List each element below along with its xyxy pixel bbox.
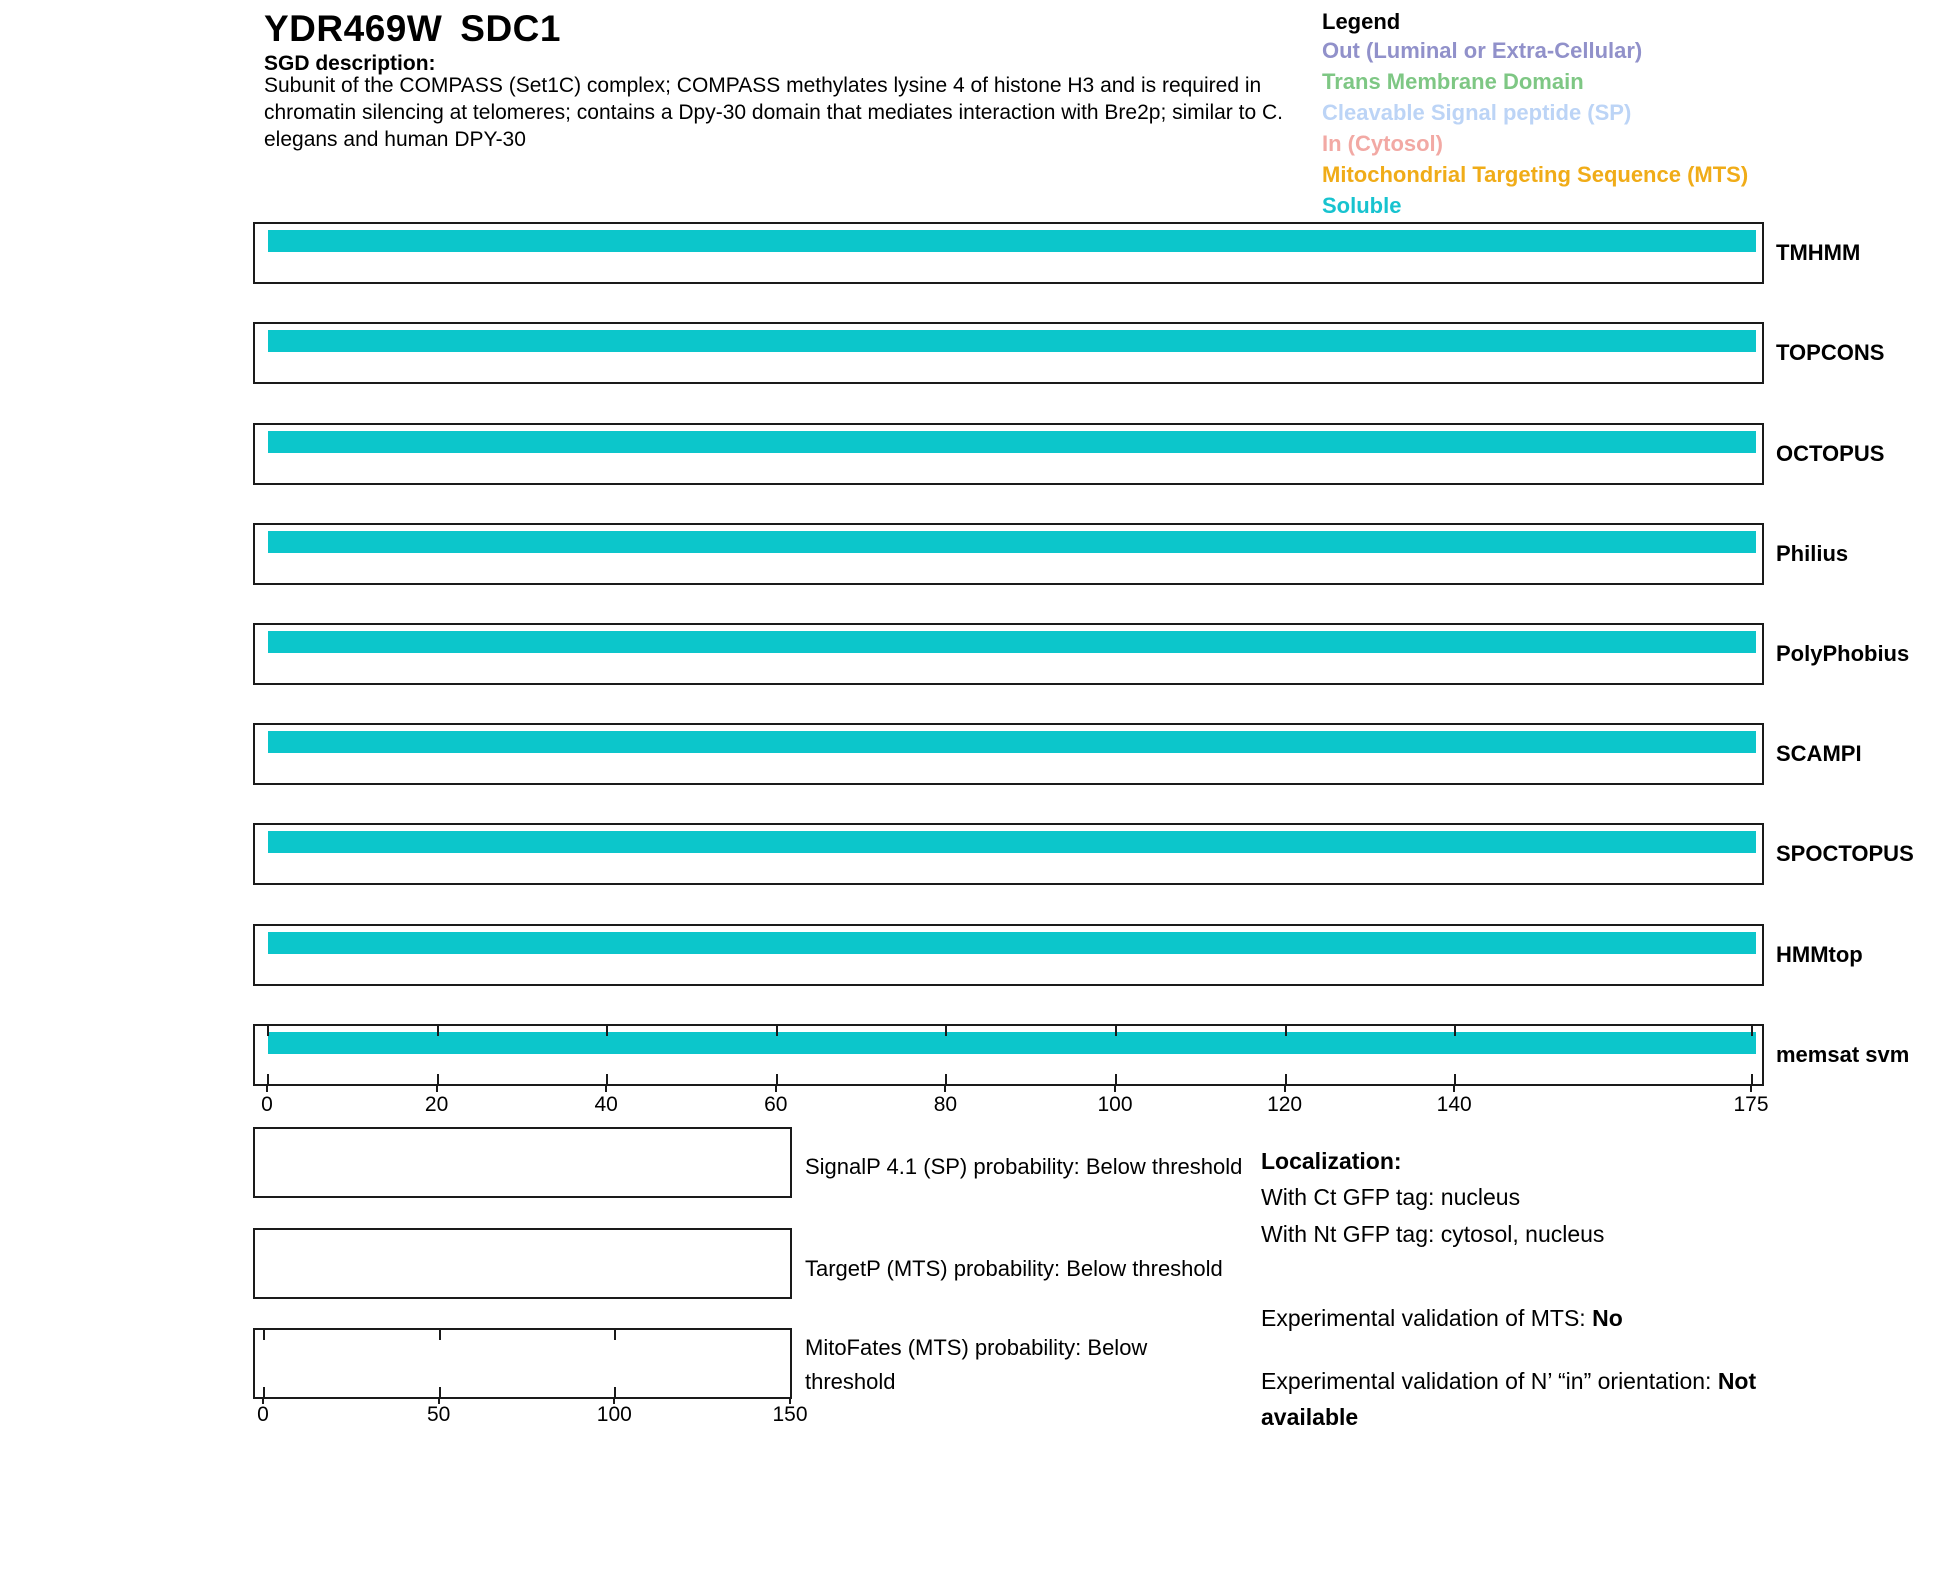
page-title (264, 8, 561, 50)
axis-tick (605, 1085, 607, 1092)
axis-tick (790, 1330, 792, 1340)
axis-tick-label: 140 (1436, 1093, 1472, 1116)
axis-tick (437, 1074, 439, 1084)
soluble-prediction-bar (268, 1032, 1756, 1054)
legend-item: Trans Membrane Domain (1322, 69, 1584, 94)
axis-tick-label: 120 (1267, 1093, 1303, 1116)
axis-tick (1454, 1074, 1456, 1084)
soluble-prediction-bar (268, 431, 1756, 453)
axis-tick (1285, 1074, 1287, 1084)
probability-plot-label: SignalP 4.1 (SP) probability: Below threshold (805, 1154, 1243, 1179)
axis-tick (1750, 1085, 1752, 1092)
legend-item: Out (Luminal or Extra-Cellular) (1322, 38, 1643, 63)
legend (1322, 8, 1748, 221)
mts-validation-label: Experimental validation of MTS: (1261, 1305, 1593, 1331)
soluble-prediction-bar (268, 631, 1756, 653)
axis-tick (1115, 1026, 1117, 1036)
legend-item: In (Cytosol) (1322, 131, 1443, 156)
track-label-tmhmm: TMHMM (1776, 240, 1861, 265)
axis-tick (1114, 1085, 1116, 1092)
legend-item: Soluble (1322, 193, 1402, 218)
legend-item: Cleavable Signal peptide (SP) (1322, 100, 1632, 125)
axis-tick-label: 100 (1097, 1093, 1133, 1116)
track-box-memsat-svm (253, 1024, 1764, 1086)
soluble-prediction-bar (268, 932, 1756, 954)
track-label-spoctopus: SPOCTOPUS (1776, 841, 1914, 866)
soluble-prediction-bar (268, 831, 1756, 853)
track-label-hmmtop: HMMtop (1776, 942, 1863, 967)
axis-tick (776, 1074, 778, 1084)
localization-nt-line: With Nt GFP tag: cytosol, nucleus (1261, 1221, 1605, 1247)
axis-tick-label: 100 (596, 1403, 632, 1426)
axis-tick (790, 1387, 792, 1397)
probability-plot-box (253, 1127, 792, 1198)
axis-tick-label: 0 (257, 1403, 269, 1426)
legend-item: Mitochondrial Targeting Sequence (MTS) (1322, 162, 1749, 187)
axis-tick-label: 60 (764, 1093, 788, 1116)
track-label-polyphobius: PolyPhobius (1776, 641, 1910, 666)
probability-plot-box (253, 1328, 792, 1399)
axis-tick (263, 1387, 265, 1397)
axis-tick (776, 1026, 778, 1036)
mts-validation-line (1261, 1303, 1623, 1333)
orientation-validation-label: Experimental validation of N’ “in” orientation: (1261, 1368, 1718, 1394)
track-box-topcons (253, 322, 1764, 384)
axis-tick-label: 150 (772, 1403, 808, 1426)
soluble-prediction-bar (268, 531, 1756, 553)
orientation-validation-value: Not available (1261, 1368, 1757, 1430)
track-box-scampi (253, 723, 1764, 785)
axis-tick-label: 0 (261, 1093, 273, 1116)
probability-plot-label: TargetP (MTS) probability: Below threshold (805, 1256, 1223, 1281)
axis-tick (614, 1387, 616, 1397)
description-line: Subunit of the COMPASS (Set1C) complex; COMPASS methylates lysine 4 of histone H3 and is required in (264, 74, 1262, 97)
axis-tick (1454, 1026, 1456, 1036)
axis-tick (1284, 1085, 1286, 1092)
gene-name: SDC1 (460, 8, 561, 49)
track-label-octopus: OCTOPUS (1776, 441, 1885, 466)
track-label-topcons: TOPCONS (1776, 340, 1885, 365)
track-label-memsat-svm: memsat svm (1776, 1042, 1910, 1067)
orientation-validation-line (1261, 1363, 1821, 1435)
axis-tick (614, 1330, 616, 1340)
axis-tick (1285, 1026, 1287, 1036)
axis-tick (439, 1387, 441, 1397)
track-box-spoctopus (253, 823, 1764, 885)
track-box-philius (253, 523, 1764, 585)
axis-tick (775, 1085, 777, 1092)
soluble-prediction-bar (268, 330, 1756, 352)
axis-tick (606, 1074, 608, 1084)
axis-tick (945, 1026, 947, 1036)
axis-tick (436, 1085, 438, 1092)
legend-items (1322, 35, 1748, 221)
localization-ct-line: With Ct GFP tag: nucleus (1261, 1184, 1521, 1210)
axis-tick (1751, 1026, 1753, 1036)
probability-plot-label: MitoFates (MTS) probability: Below threshold (805, 1335, 1148, 1394)
track-box-tmhmm (253, 222, 1764, 284)
mts-validation-value: No (1592, 1305, 1623, 1331)
axis-tick (606, 1026, 608, 1036)
axis-tick-label: 50 (426, 1403, 451, 1426)
orf-name: YDR469W (264, 8, 443, 49)
track-box-polyphobius (253, 623, 1764, 685)
track-box-hmmtop (253, 924, 1764, 986)
description-line: chromatin silencing at telomeres; contains a Dpy-30 domain that mediates interaction with Bre2p; similar to C. (264, 101, 1283, 124)
axis-tick (437, 1026, 439, 1036)
description-line: elegans and human DPY-30 (264, 128, 526, 151)
soluble-prediction-bar (268, 230, 1756, 252)
legend-title: Legend (1322, 9, 1401, 34)
axis-tick (263, 1330, 265, 1340)
axis-tick (1453, 1085, 1455, 1092)
track-box-octopus (253, 423, 1764, 485)
soluble-prediction-bar (268, 731, 1756, 753)
axis-tick (267, 1074, 269, 1084)
axis-tick-label: 40 (594, 1093, 618, 1116)
sgd-description-heading: SGD description: (264, 52, 436, 75)
axis-tick-label: 20 (424, 1093, 449, 1116)
track-label-philius: Philius (1776, 541, 1849, 566)
track-label-scampi: SCAMPI (1776, 741, 1862, 766)
axis-tick (945, 1074, 947, 1084)
localization-heading: Localization: (1261, 1148, 1402, 1174)
axis-tick (1751, 1074, 1753, 1084)
axis-tick-label: 175 (1733, 1093, 1769, 1116)
axis-tick-label: 80 (933, 1093, 958, 1116)
probability-plot-box (253, 1228, 792, 1299)
axis-tick (1115, 1074, 1117, 1084)
axis-tick (944, 1085, 946, 1092)
axis-tick (267, 1026, 269, 1036)
axis-tick (439, 1330, 441, 1340)
sgd-description-text (264, 72, 1283, 153)
axis-tick (266, 1085, 268, 1092)
